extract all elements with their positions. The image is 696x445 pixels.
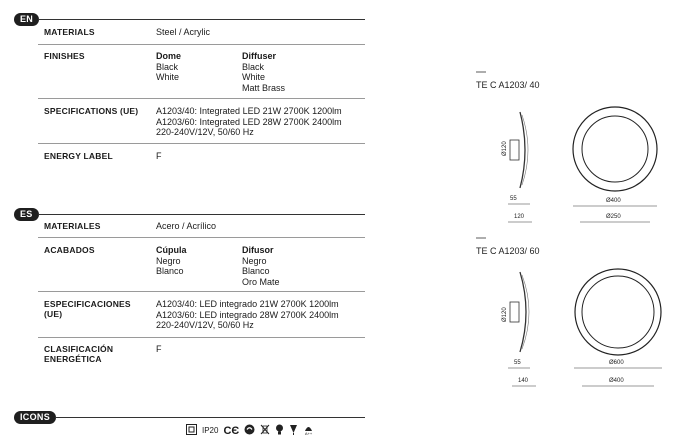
en-specifications-label: SPECIFICATIONS (UE) [44,106,139,116]
es-spec-label-line: (UE) [44,309,63,319]
es-dome-column [156,245,187,277]
es-spec-line: A1203/60: LED integrado 28W 2700K 2400lm [156,309,339,320]
es-dome-title: Cúpula [156,245,187,255]
es-top-rule [38,214,365,215]
square-in-square-icon [186,424,197,439]
model-40-outer-circle [573,107,657,191]
svg-text:A++: A++ [305,430,313,435]
en-dome-item: White [156,72,180,82]
led-icon [289,424,298,439]
en-spec-line: 220-240V/12V, 50/60 Hz [156,127,254,137]
model-40-title: TE C A1203/ 40 [476,80,540,90]
es-spec-label-line: ESPECIFICACIONES [44,299,131,309]
model-40-inner-circle [582,116,648,182]
model-40-diameter-dim-1: Ø400 [606,198,621,204]
en-energy-value: F [156,151,162,161]
en-dome-column [156,51,181,83]
es-specifications-label [44,299,131,319]
en-materials-value: Steel / Acrylic [156,27,211,37]
en-materials-label: MATERIALS [44,27,95,37]
en-spec-line: A1203/40: Integrated LED 21W 2700K 1200lm [156,106,342,116]
es-divider [38,237,365,238]
model-40-mount [510,140,519,160]
weee-bin-icon [260,424,270,439]
technical-drawings [470,60,690,400]
es-finishes-label: ACABADOS [44,245,95,255]
es-energy-value: F [156,344,162,354]
es-diffuser-column [242,245,280,287]
en-diffuser-column [242,51,285,93]
bulb-icon [275,424,284,439]
es-energy-label [44,344,113,364]
icons-badge: ICONS [14,411,56,424]
en-finishes-label: FINISHES [44,51,85,61]
es-spec-line: 220-240V/12V, 50/60 Hz [156,320,254,330]
model-60-diameter-dim-2: Ø400 [609,378,624,384]
en-divider [38,98,365,99]
model-60-height-dim: Ø120 [502,307,508,322]
energy-class-icon [303,423,314,439]
icons-row [186,424,314,438]
model-40-height-dim: Ø120 [502,141,508,156]
es-materials-value: Acero / Acrílico [156,221,217,231]
en-diffuser-item: Matt Brass [242,82,286,93]
model-60-depth-dim-2: 140 [518,378,529,384]
es-diffuser-item: Oro Mate [242,276,280,287]
es-spec-line: A1203/40: LED integrado 21W 2700K 1200lm [156,299,339,309]
en-specifications-value [156,106,342,138]
en-language-badge: EN [14,13,39,26]
model-60-diameter-dim-1: Ø600 [609,360,624,366]
en-top-rule [38,19,365,20]
model-60-title: TE C A1203/ 60 [476,246,540,256]
model-60-mount [510,302,519,322]
en-diffuser-title: Diffuser [242,51,277,61]
es-dome-item: Negro [156,255,181,266]
es-diffuser-item: Negro [242,255,267,266]
es-diffuser-item: Blanco [242,266,270,276]
en-divider [38,143,365,144]
en-divider [38,44,365,45]
es-diffuser-title: Difusor [242,245,274,255]
ip-rating: IP20 [202,426,219,435]
model-40-depth-dim-2: 120 [514,214,525,220]
es-dome-item: Blanco [156,266,184,276]
model-60-outer-circle [575,269,661,355]
ce-mark-icon: CЄ [223,425,240,437]
model-60-depth-dim-1: 55 [514,360,521,366]
es-energy-label-line: CLASIFICACIÓN [44,344,114,354]
en-spec-line: A1203/60: Integrated LED 28W 2700K 2400lm [156,116,342,127]
model-60-inner-circle [582,276,654,348]
es-specifications-value [156,299,339,331]
en-diffuser-item: White [242,72,266,82]
es-divider [38,337,365,338]
es-language-badge: ES [14,208,39,221]
es-energy-label-line: ENERGÉTICA [44,354,102,364]
icons-top-rule [55,417,365,418]
en-dome-title: Dome [156,51,182,61]
en-dome-item: Black [156,61,179,72]
en-energy-label: ENERGY LABEL [44,151,113,161]
es-divider [38,291,365,292]
model-40-depth-dim-1: 55 [510,196,517,202]
en-diffuser-item: Black [242,61,265,72]
model-40-diameter-dim-2: Ø250 [606,214,621,220]
dimmable-icon [244,424,255,439]
es-materials-label: MATERIALES [44,221,101,231]
